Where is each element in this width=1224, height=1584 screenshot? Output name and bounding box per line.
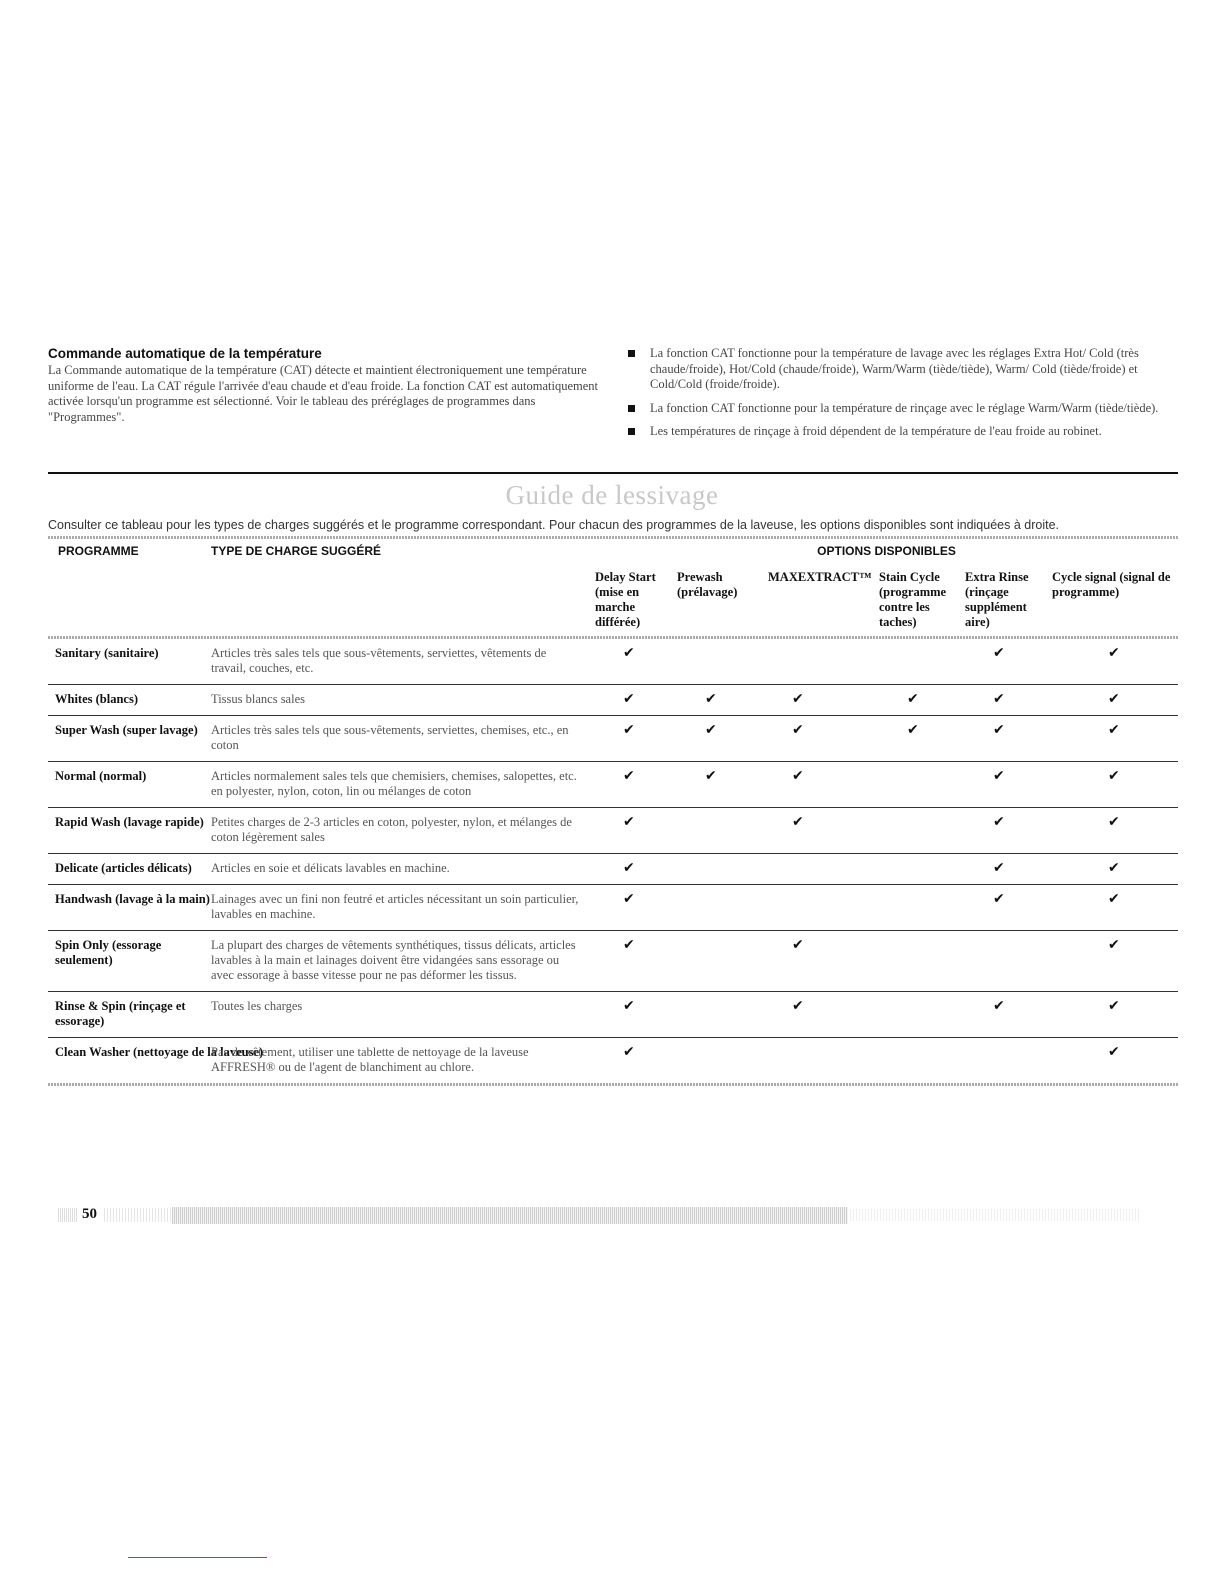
check-icon: ✔	[677, 685, 764, 716]
check-icon: ✔	[595, 931, 677, 992]
check-icon: ✔	[764, 992, 879, 1038]
check-icon: ✔	[595, 854, 677, 885]
check-icon: ✔	[1052, 854, 1178, 885]
check-icon: ✔	[1052, 885, 1178, 931]
check-icon: ✔	[1052, 685, 1178, 716]
bottom-rule	[128, 1557, 267, 1558]
table-row	[48, 639, 1178, 685]
cat-bullet-text: Les températures de rinçage à froid dépendent de la température de l'eau froide au robinet.	[650, 424, 1102, 438]
check-icon: ✔	[965, 685, 1052, 716]
cat-bullet	[626, 401, 1174, 417]
load-type: Articles très sales tels que sous-vêtements, serviettes, chemises, etc., en coton	[211, 716, 595, 762]
check-icon	[764, 1038, 879, 1084]
check-icon	[879, 992, 965, 1038]
header-options: OPTIONS DISPONIBLES	[817, 544, 956, 558]
check-icon: ✔	[764, 808, 879, 854]
check-icon: ✔	[677, 716, 764, 762]
check-icon: ✔	[965, 716, 1052, 762]
program-name: Sanitary (sanitaire)	[55, 646, 159, 660]
program-name: Delicate (articles délicats)	[48, 854, 211, 885]
footer-texture	[58, 1208, 78, 1222]
guide-intro: Consulter ce tableau pour les types de charges suggérés et le programme correspondant. Pour chacun des programmes de la laveuse, les options disponibles sont indiquées à droite.	[48, 518, 1060, 532]
program-name: Normal (normal)	[48, 762, 211, 808]
check-icon	[764, 854, 879, 885]
program-name: Handwash (lavage à la main)	[48, 885, 211, 931]
check-icon: ✔	[1052, 716, 1178, 762]
load-type: Petites charges de 2-3 articles en coton, polyester, nylon, et mélanges de coton légèrement sales	[211, 808, 595, 854]
cat-bullet-list	[626, 346, 1174, 448]
header-load-type: TYPE DE CHARGE SUGGÉRÉ	[211, 544, 382, 558]
check-icon	[764, 639, 879, 685]
option-header-extra-rinse: Extra Rinse (rinçage supplément aire)	[965, 570, 1029, 629]
check-icon	[965, 931, 1052, 992]
cat-bullet-text: La fonction CAT fonctionne pour la température de lavage avec les réglages Extra Hot/ Cold (très chaude/froide), Hot/Cold (chaude/froide), Warm/Warm (tiède/tiède), Warm/ Cold (tiède/froide) et Cold/Cold (froide/froide).	[650, 346, 1139, 391]
option-header-stain-cycle: Stain Cycle (programme contre les taches)	[879, 570, 947, 629]
check-icon: ✔	[764, 931, 879, 992]
load-type: Toutes les charges	[211, 992, 595, 1038]
option-header-prewash: Prewash (prélavage)	[677, 570, 738, 599]
table-row	[48, 931, 1178, 992]
check-icon	[879, 885, 965, 931]
check-icon	[879, 854, 965, 885]
check-icon: ✔	[965, 808, 1052, 854]
check-icon: ✔	[879, 716, 965, 762]
table-row	[48, 885, 1178, 931]
check-icon: ✔	[965, 762, 1052, 808]
check-icon: ✔	[595, 808, 677, 854]
square-bullet-icon	[628, 428, 635, 435]
table-header-row	[48, 540, 1178, 562]
check-icon: ✔	[764, 716, 879, 762]
check-icon: ✔	[1108, 645, 1120, 661]
option-header-cycle-signal: Cycle signal (signal de programme)	[1052, 570, 1171, 599]
cat-bullet	[626, 424, 1174, 440]
load-type: Articles en soie et délicats lavables en machine.	[211, 854, 595, 885]
check-icon	[677, 808, 764, 854]
check-icon	[677, 931, 764, 992]
load-type: Lainages avec un fini non feutré et articles nécessitant un soin particulier, lavables en machine.	[211, 885, 595, 931]
page-number: 50	[82, 1206, 97, 1222]
load-type: Articles très sales tels que sous-vêtements, serviettes, vêtements de travail, couches, etc.	[211, 646, 547, 675]
check-icon: ✔	[595, 1038, 677, 1084]
check-icon	[677, 854, 764, 885]
check-icon: ✔	[1052, 808, 1178, 854]
laundry-guide-table	[48, 540, 1178, 1086]
program-name: Clean Washer (nettoyage de la laveuse)	[48, 1038, 211, 1084]
section-divider	[48, 472, 1178, 474]
cat-bullet	[626, 346, 1174, 393]
check-icon	[879, 1038, 965, 1084]
option-header-maxextract: MAXEXTRACT™	[768, 570, 872, 584]
table-row	[48, 1038, 1178, 1084]
table-row	[48, 808, 1178, 854]
option-header-delay-start: Delay Start (mise en marche différée)	[595, 570, 656, 629]
table-row	[48, 992, 1178, 1038]
check-icon: ✔	[1052, 931, 1178, 992]
footer-bar	[172, 1207, 848, 1224]
load-type: Tissus blancs sales	[211, 685, 595, 716]
check-icon: ✔	[623, 645, 635, 661]
check-icon	[764, 885, 879, 931]
load-type: La plupart des charges de vêtements synthétiques, tissus délicats, articles lavables à la main et lainages doivent être vidangées sans essorage ou avec essorage à basse vitesse pour ne pas déformer les tissus.	[211, 931, 595, 992]
footer-texture	[850, 1209, 1140, 1221]
check-icon: ✔	[1052, 992, 1178, 1038]
check-icon: ✔	[965, 885, 1052, 931]
check-icon: ✔	[993, 645, 1005, 661]
check-icon: ✔	[965, 992, 1052, 1038]
check-icon	[677, 885, 764, 931]
header-program: PROGRAMME	[58, 544, 139, 558]
check-icon: ✔	[595, 685, 677, 716]
check-icon: ✔	[764, 685, 879, 716]
check-icon	[879, 808, 965, 854]
program-name: Spin Only (essorage seulement)	[48, 931, 211, 992]
cat-section	[48, 346, 603, 425]
check-icon: ✔	[879, 685, 965, 716]
cat-title: Commande automatique de la température	[48, 346, 322, 361]
check-icon: ✔	[764, 762, 879, 808]
check-icon	[677, 992, 764, 1038]
cat-body: La Commande automatique de la température (CAT) détecte et maintient électroniquement une température uniforme de l'eau. La CAT régule l'arrivée d'eau chaude et d'eau froide. La fonction CAT est automatiquement activée lorsqu'un programme est sélectionné. Voir le tableau des préréglages de programmes dans "Programmes".	[48, 363, 599, 424]
check-icon	[879, 931, 965, 992]
program-name: Super Wash (super lavage)	[48, 716, 211, 762]
footer-texture	[104, 1208, 172, 1222]
check-icon	[879, 762, 965, 808]
program-name: Rinse & Spin (rinçage et essorage)	[48, 992, 211, 1038]
check-icon: ✔	[965, 854, 1052, 885]
option-header-row	[48, 562, 1178, 636]
check-icon: ✔	[595, 762, 677, 808]
check-icon: ✔	[1052, 1038, 1178, 1084]
check-icon: ✔	[595, 716, 677, 762]
cat-bullet-text: La fonction CAT fonctionne pour la température de rinçage avec le réglage Warm/Warm (tiède/tiède).	[650, 400, 1159, 415]
table-row	[48, 685, 1178, 716]
check-icon	[879, 639, 965, 685]
square-bullet-icon	[628, 405, 635, 412]
check-icon: ✔	[595, 992, 677, 1038]
check-icon	[677, 639, 764, 685]
check-icon	[677, 1038, 764, 1084]
guide-title: Guide de lessivage	[505, 480, 719, 510]
square-bullet-icon	[628, 350, 635, 357]
check-icon: ✔	[1052, 762, 1178, 808]
dotted-divider	[48, 536, 1178, 539]
table-row	[48, 854, 1178, 885]
program-name: Rapid Wash (lavage rapide)	[48, 808, 211, 854]
check-icon	[965, 1038, 1052, 1084]
load-type: Articles normalement sales tels que chemisiers, chemises, salopettes, etc. en polyester, nylon, coton, lin ou mélanges de coton	[211, 762, 595, 808]
check-icon: ✔	[677, 762, 764, 808]
check-icon: ✔	[595, 885, 677, 931]
load-type: Pas de vêtement, utiliser une tablette de nettoyage de la laveuse AFFRESH® ou de l'agent de blanchiment au chlore.	[211, 1038, 595, 1084]
table-row	[48, 762, 1178, 808]
program-name: Whites (blancs)	[48, 685, 211, 716]
table-row	[48, 716, 1178, 762]
